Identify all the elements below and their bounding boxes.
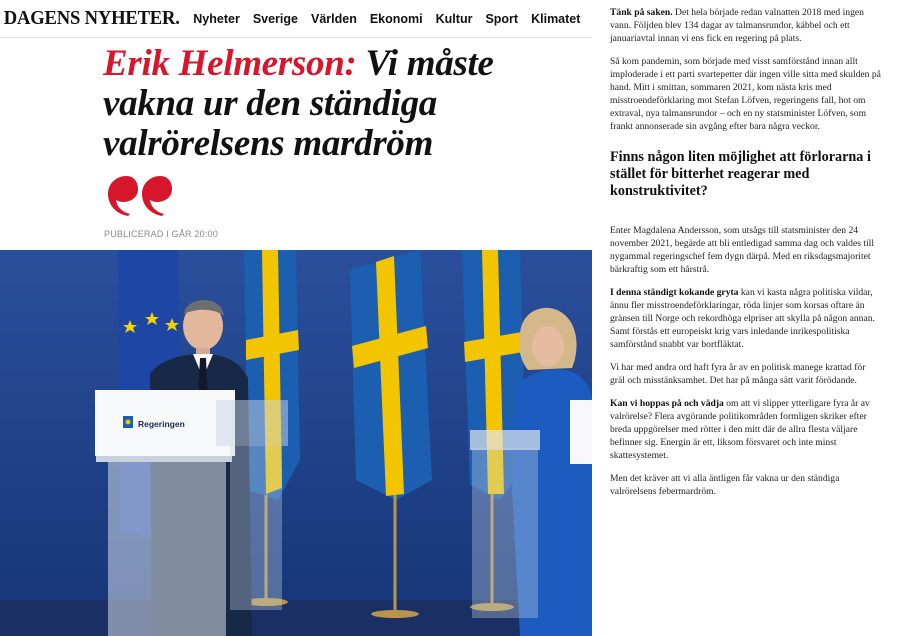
paragraph-6-lead: Kan vi hoppas på och vädja bbox=[610, 398, 724, 409]
nav-item-kultur[interactable]: Kultur bbox=[435, 11, 473, 26]
nav-item-ekonomi[interactable]: Ekonomi bbox=[369, 11, 423, 26]
paragraph-4-lead: I denna ständigt kokande gryta bbox=[610, 287, 739, 298]
nav-item-sport[interactable]: Sport bbox=[485, 11, 519, 26]
paragraph-6 bbox=[610, 397, 882, 462]
paragraph-5: Vi har med andra ord haft fyra år av en politisk manege krattad för gräl och misstänksamhet. Det har på många sätt varit förödande. bbox=[610, 362, 866, 386]
paragraph-3: Enter Magdalena Andersson, som utsågs till statsminister den 24 november 2021, begärde att bli entledigad samma dag och valdes till nygammal regeringschef fem dygn därpå. Med en riksdagsmajoritet bärkraftig som ett hårstrå. bbox=[610, 225, 875, 275]
article-body bbox=[592, 0, 900, 636]
paragraph-7: Men det kräver att vi alla äntligen får vakna ur den ständiga valrörelsens febermardröm. bbox=[610, 473, 840, 497]
paragraph-1-lead: Tänk på saken. bbox=[610, 7, 673, 18]
article-headline bbox=[103, 44, 592, 164]
main-nav bbox=[193, 12, 592, 26]
nav-item-varlden[interactable]: Världen bbox=[310, 11, 357, 26]
paragraph-4 bbox=[610, 286, 882, 351]
podium-sign-text: Regeringen bbox=[138, 419, 185, 429]
article-subheading: Finns någon liten möjlighet att förlorarna i stället för bitterhet reagerar med konstruktivitet? bbox=[610, 149, 871, 199]
paragraph-1-text: Det hela började redan valnatten 2018 med ingen vann. Följden blev 134 dagar av talmansrundor, käbbel och ett januariavtal innan vi ens fick en regering på plats. bbox=[610, 7, 864, 44]
swedish-flag-2 bbox=[350, 250, 432, 500]
author-label: Erik Helmerson: bbox=[103, 43, 357, 84]
nav-item-klimatet[interactable]: Klimatet bbox=[531, 11, 581, 26]
podium-left bbox=[95, 390, 288, 636]
published-timestamp: PUBLICERAD I GÅR 20:00 bbox=[104, 229, 218, 239]
paragraph-1 bbox=[610, 6, 882, 45]
quote-icon bbox=[104, 172, 174, 216]
headline-text: Vi måste vakna ur den ständiga valrörelsens mardröm bbox=[103, 43, 494, 164]
article-photo[interactable] bbox=[0, 250, 592, 636]
press-conference-image bbox=[0, 250, 592, 636]
site-logo[interactable]: DAGENS NYHETER. bbox=[3, 7, 180, 29]
masthead bbox=[0, 0, 592, 38]
nav-item-nyheter[interactable]: Nyheter bbox=[193, 11, 240, 26]
paragraph-2: Så kom pandemin, som började med visst samförstånd innan allt imploderade i ett parti svartepetter där ingen ville sitta med skulden på hand. Mitt i smittan, sommaren 2021, kom nästa kris med misstroendeförklaring mot Stefan Löfven, regeringens fall, hot om extraval, nya talmansrundor – och en ny statsminister Löfven, som frankt annonserade sin avgång efter bara några veckor. bbox=[610, 56, 881, 132]
nav-item-sverige[interactable]: Sverige bbox=[252, 11, 298, 26]
paragraph-4-text: kan vi kasta några politiska vildar, ännu fler misstroendeförklaringar, röda linjer som korsas oftare än gränsen till Norge och rekordhöga elpriser att skylla på någon annan. Samt förstås ett europeiskt krig vars inledande inrikespolitiska samförstånd snabbt var bortfläktat. bbox=[610, 287, 875, 350]
paragraph-6-text: om att vi slipper ytterligare fyra år av valrörelse? Flera avgörande politikområden formligen skriker efter breda uppgörelser med rötter i den mitt där de allra flesta väljare befinner sig. Energin är ett, liksom försvaret och inte minst skattesystemet. bbox=[610, 398, 870, 461]
